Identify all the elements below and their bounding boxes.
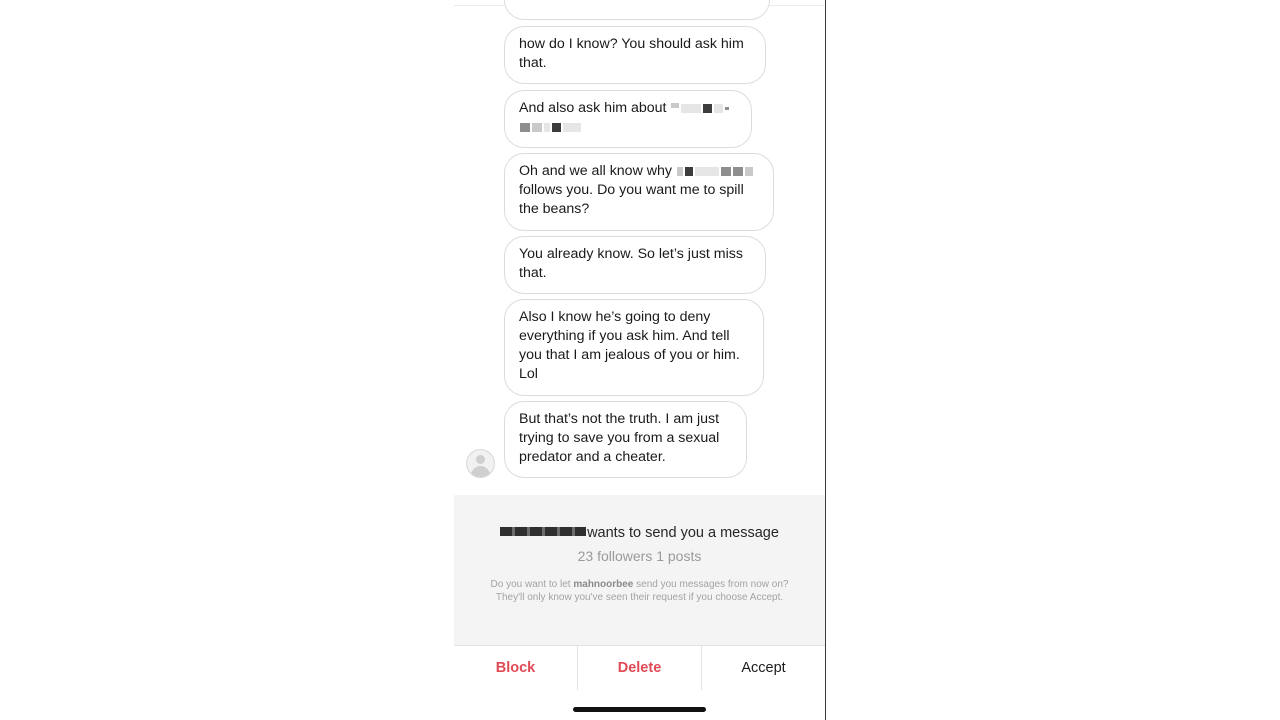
home-indicator[interactable] — [573, 707, 706, 712]
request-note-start: Do you want to let — [490, 579, 571, 590]
message-bubble — [504, 401, 747, 478]
avatar-body-shape — [471, 466, 490, 478]
message-bubble — [504, 236, 766, 294]
redacted-name — [670, 100, 730, 116]
message-text: Also I know he’s going to deny everything if you ask him. And tell you that I am jealous of you or him. Lol — [519, 309, 740, 382]
sender-avatar[interactable] — [466, 449, 495, 478]
request-action-bar — [454, 645, 825, 690]
redacted-text — [519, 119, 582, 135]
request-title-text: wants to send you a message — [587, 525, 779, 541]
message-text: You already know. So let’s just miss that. — [519, 246, 743, 281]
redacted-name — [676, 163, 754, 179]
message-bubble — [504, 26, 766, 84]
message-request-panel — [454, 495, 825, 645]
request-username: mahnoorbee — [573, 579, 634, 590]
message-text: Oh and we all know why — [519, 163, 672, 179]
message-bubble — [504, 153, 774, 231]
request-note-end: send you messages from now on? They'll only know you've seen their request if you choose Accept. — [495, 579, 789, 603]
message-bubble — [504, 299, 764, 396]
message-text: follows you. Do you want me to spill the beans? — [519, 182, 744, 217]
accept-button[interactable]: Accept — [701, 646, 825, 690]
message-bubble-partial — [504, 0, 770, 20]
request-note — [488, 579, 791, 604]
block-button[interactable]: Block — [495, 660, 536, 676]
delete-button[interactable]: Delete — [577, 646, 701, 690]
avatar-head-shape — [476, 455, 485, 464]
message-text: And also ask him about — [519, 100, 667, 116]
message-bubble — [504, 90, 752, 148]
redacted-username — [500, 527, 586, 536]
message-text: how do I know? You should ask him that. — [519, 36, 744, 71]
request-stats: 23 followers 1 posts — [577, 548, 702, 564]
phone-screen — [454, 0, 826, 720]
request-title — [454, 525, 825, 541]
message-text: But that’s not the truth. I am just trying to save you from a sexual predator and a cheater. — [519, 411, 720, 465]
